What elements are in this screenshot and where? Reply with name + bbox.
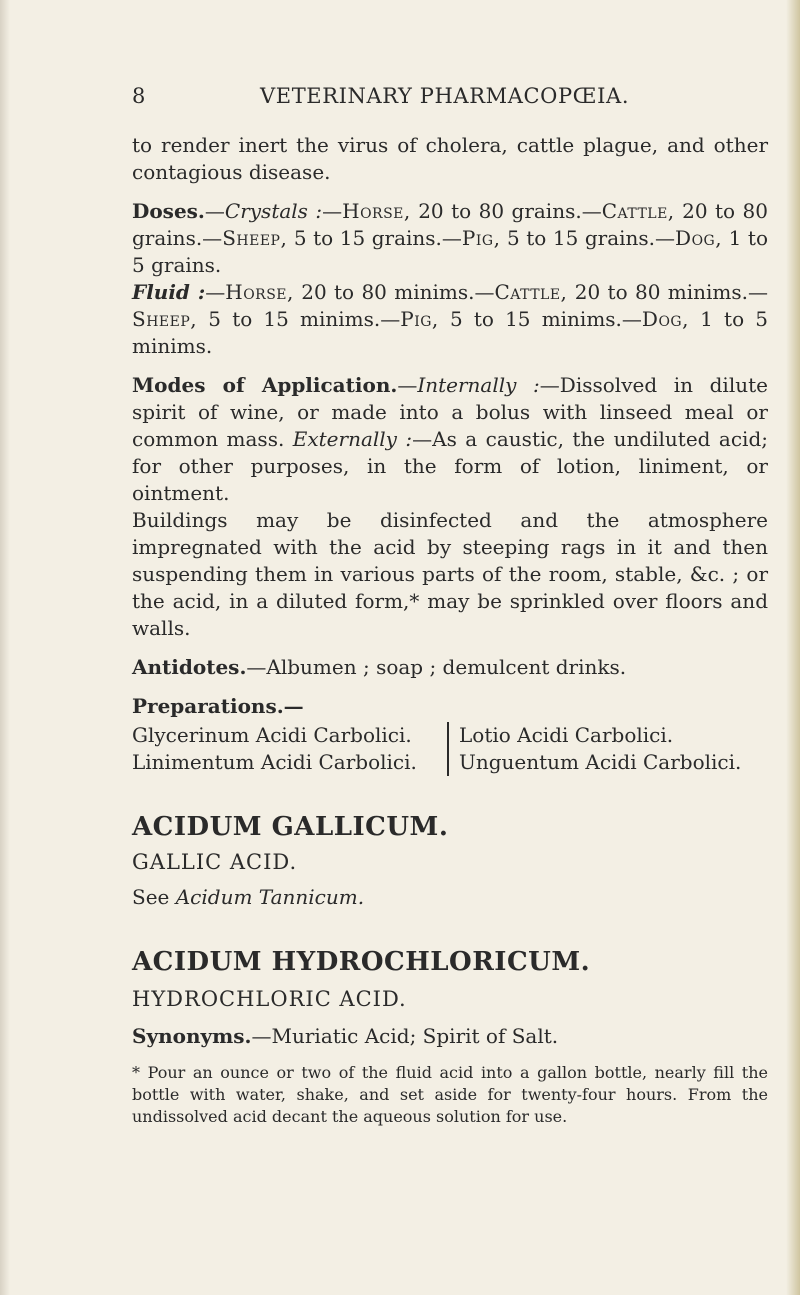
internally-label: Internally : xyxy=(417,373,540,397)
crystals-pig-dose: 5 to 15 grains.— xyxy=(500,226,676,250)
preparations-label: Preparations.— xyxy=(132,694,304,718)
preparations-right-column xyxy=(447,722,759,776)
crystals-horse: Horse, xyxy=(342,199,411,223)
crystals-horse-dose: 20 to 80 grains.— xyxy=(410,199,602,223)
fluid-sheep: Sheep, xyxy=(132,307,198,331)
crystals-sheep: Sheep, xyxy=(222,226,288,250)
preparation-item: Lotio Acidi Carbolici. xyxy=(459,723,674,747)
preparation-item: Glycerinum Acidi Carbolici. xyxy=(132,723,412,747)
fluid-dog-dose: 1 to 5 minims. xyxy=(132,307,768,358)
antidotes-label: Antidotes. xyxy=(132,655,247,679)
crystals-pig: Pig, xyxy=(461,226,501,250)
footnote-text: * Pour an ounce or two of the fluid acid into a gallon bottle, nearly fill the bottle with water, shake, and set aside for twenty-four hours. From the undissolved acid decant the aqueous solution for use. xyxy=(132,1063,768,1126)
fluid-horse: Horse, xyxy=(225,280,294,304)
fluid-sheep-dose: 5 to 15 minims.— xyxy=(197,307,401,331)
internally-text: Dissolved in dilute spirit of wine, or made into a bolus with linseed meal or common mass. xyxy=(132,373,768,451)
antidotes-text: Albumen ; soap ; demulcent drinks. xyxy=(266,655,627,679)
preparation-item: Linimentum Acidi Carbolici. xyxy=(132,750,417,774)
footnote xyxy=(132,1062,768,1128)
fluid-horse-dose: 20 to 80 minims.— xyxy=(293,280,495,304)
synonyms-label: Synonyms. xyxy=(132,1024,252,1048)
gallic-title: ACIDUM GALLICUM. xyxy=(132,812,449,842)
externally-label: Externally : xyxy=(292,427,413,451)
fluid-cattle: Cattle, xyxy=(494,280,568,304)
buildings-paragraph: Buildings may be disinfected and the atmosphere impregnated with the acid by steeping rags in it and then suspending them in various parts of the room, stable, &c. ; or the acid, in a diluted form,* may be sprinkled over floors and walls. xyxy=(132,508,768,640)
fluid-label: Fluid : xyxy=(132,280,206,304)
doses-label: Doses. xyxy=(132,199,205,223)
preparations-left-column xyxy=(132,722,447,776)
page-header xyxy=(132,84,762,114)
hydrochloric-subtitle: HYDROCHLORIC ACID. xyxy=(132,987,407,1011)
antidotes-paragraph: Antidotes.—Albumen ; soap ; demulcent drinks. xyxy=(132,655,627,679)
page-left-edge xyxy=(0,0,10,1295)
page-right-edge xyxy=(786,0,800,1295)
crystals-cattle-dose: 20 to 80 grains.— xyxy=(132,199,768,250)
synonyms-text: Muriatic Acid; Spirit of Salt. xyxy=(271,1024,559,1048)
fluid-dog: Dog, xyxy=(641,307,689,331)
crystals-sheep-dose: 5 to 15 grains.— xyxy=(287,226,462,250)
crystals-cattle: Cattle, xyxy=(601,199,675,223)
modes-paragraph: Modes of Application.—Internally :—Dissolved in dilute spirit of wine, or made into a bolus with linseed meal or common mass. Externally :—As a caustic, the undiluted acid; for other purposes, in the form of lotion, liniment, or ointment. xyxy=(132,373,768,505)
hydrochloric-title: ACIDUM HYDROCHLORICUM. xyxy=(132,947,591,977)
see-prefix: See xyxy=(132,885,176,909)
fluid-pig: Pig, xyxy=(400,307,439,331)
see-ref: Acidum Tannicum. xyxy=(175,885,365,909)
externally-text: As a caustic, the undiluted acid; for other purposes, in the form of lotion, liniment, or ointment. xyxy=(132,427,768,505)
crystals-label: Crystals : xyxy=(224,199,323,223)
crystals-dog-dose: 1 to 5 grains. xyxy=(132,226,768,277)
gallic-see-reference xyxy=(132,884,768,911)
running-title: VETERINARY PHARMACOPŒIA. xyxy=(260,84,630,108)
doses-fluid-paragraph: Fluid :—Horse, 20 to 80 minims.—Cattle, 20 to 80 minims.—Sheep, 5 to 15 minims.—Pig, 5 to 15 minims.—Dog, 1 to 5 minims. xyxy=(132,280,768,358)
crystals-dog: Dog, xyxy=(675,226,723,250)
preparation-item: Unguentum Acidi Carbolici. xyxy=(459,750,742,774)
page-number: 8 xyxy=(132,84,146,108)
modes-label: Modes of Application. xyxy=(132,373,398,397)
preparations-table xyxy=(132,722,768,776)
intro-paragraph: to render inert the virus of cholera, cattle plague, and other contagious disease. xyxy=(132,133,768,184)
synonyms-paragraph: Synonyms.—Muriatic Acid; Spirit of Salt. xyxy=(132,1024,559,1048)
gallic-subtitle: GALLIC ACID. xyxy=(132,850,298,874)
fluid-pig-dose: 5 to 15 minims.— xyxy=(438,307,642,331)
doses-crystals-paragraph: Doses.—Crystals :—Horse, 20 to 80 grains.—Cattle, 20 to 80 grains.—Sheep, 5 to 15 grains.—Pig, 5 to 15 grains.—Dog, 1 to 5 grains. xyxy=(132,199,768,277)
page-body xyxy=(132,132,768,1128)
fluid-cattle-dose: 20 to 80 minims.— xyxy=(567,280,768,304)
